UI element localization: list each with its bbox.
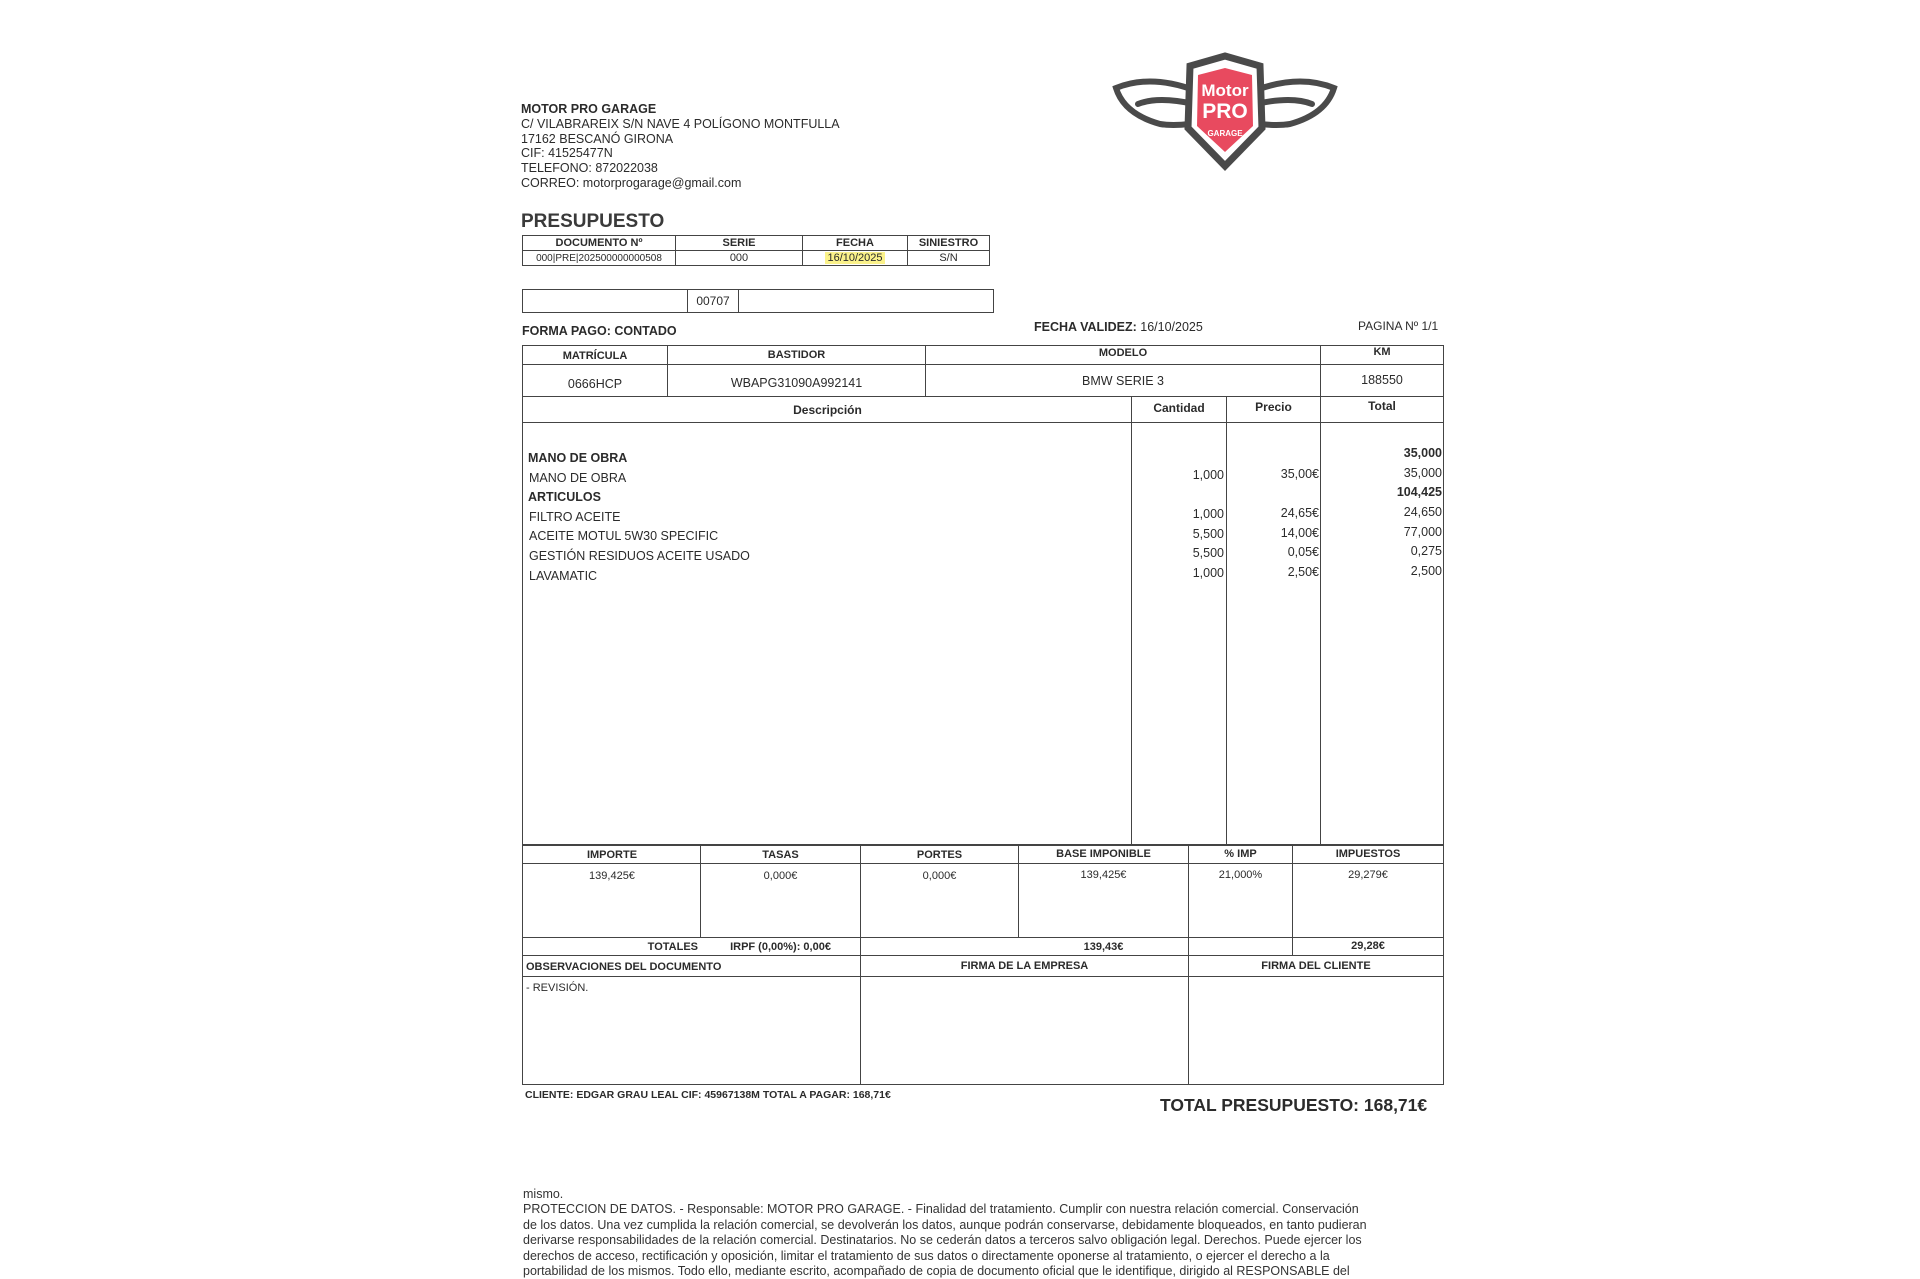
line-item-total: 77,000 (1403, 525, 1442, 539)
plate-header: MATRÍCULA (562, 350, 628, 362)
line-item-qty: 1,000 (1192, 507, 1224, 521)
document-info-table (522, 235, 990, 266)
tasas-value: 0,000€ (763, 870, 798, 882)
percent-imp-value: 21,000% (1218, 869, 1263, 881)
company-info (521, 102, 840, 191)
logo-line3: GARAGE (1207, 129, 1243, 138)
doc-number: 000|PRE|202500000000508 (523, 251, 676, 266)
km-value: 188550 (1361, 373, 1403, 387)
doc-number-header: DOCUMENTO Nº (523, 236, 676, 251)
line-item-qty: 5,500 (1192, 546, 1224, 560)
company-phone: TELEFONO: 872022038 (521, 161, 658, 176)
privacy-line: derechos de acceso, rectificación y oposición, limitar el tratamiento de sus datos o directamente oponerse al tratamiento, o ejercer el derecho a la (523, 1248, 1330, 1263)
irpf-value: IRPF (0,00%): 0,00€ (730, 941, 831, 953)
company-signature-label: FIRMA DE LA EMPRESA (960, 960, 1089, 972)
quantity-header: Cantidad (1153, 401, 1205, 415)
portes-value: 0,000€ (922, 870, 957, 882)
doc-serie-header: SERIE (676, 236, 803, 251)
company-email: CORREO: motorprogarage@gmail.com (521, 175, 742, 190)
base-total: 139,43€ (1083, 941, 1124, 953)
base-imponible-header: BASE IMPONIBLE (1056, 848, 1151, 860)
line-item-desc: ACEITE MOTUL 5W30 SPECIFIC (529, 529, 719, 543)
line-item-price: 24,65€ (1280, 506, 1319, 520)
line-item-qty: 1,000 (1192, 468, 1224, 482)
chassis-value: WBAPG31090A992141 (730, 376, 863, 390)
plate-value: 0666HCP (567, 377, 623, 391)
main-table-frame (522, 345, 1444, 846)
doc-serie: 000 (676, 251, 803, 266)
page-number: PAGINA Nº 1/1 (1358, 319, 1439, 333)
company-address: C/ VILABRAREIX S/N NAVE 4 POLÍGONO MONTFULLA (521, 116, 840, 131)
line-item-total: 0,275 (1410, 544, 1442, 558)
reference-number: 00707 (696, 294, 730, 308)
privacy-line: mismo. (523, 1187, 564, 1201)
line-item-total: 35,000 (1403, 466, 1442, 480)
line-item-desc: FILTRO ACEITE (529, 510, 621, 524)
tax-total: 29,28€ (1351, 940, 1385, 952)
line-item-total: 2,500 (1410, 564, 1442, 578)
impuestos-header: IMPUESTOS (1335, 848, 1401, 860)
company-cif: CIF: 41525477N (521, 146, 613, 161)
line-item-total: 24,650 (1403, 505, 1442, 519)
company-city: 17162 BESCANÓ GIRONA (521, 131, 674, 146)
observations-text: - REVISIÓN. (526, 982, 589, 994)
line-item-desc: MANO DE OBRA (529, 471, 627, 485)
base-imponible-value: 139,425€ (1080, 869, 1127, 881)
tasas-header: TASAS (762, 849, 799, 861)
doc-date: 16/10/2025 (827, 252, 883, 264)
line-item-price: 35,00€ (1280, 467, 1319, 481)
total-budget: TOTAL PRESUPUESTO: 168,71€ (1160, 1095, 1428, 1115)
reference-box (522, 289, 994, 313)
importe-value: 139,425€ (589, 870, 635, 882)
line-item-qty: 5,500 (1192, 527, 1224, 541)
portes-header: PORTES (916, 849, 963, 861)
line-item-desc: GESTIÓN RESIDUOS ACEITE USADO (529, 549, 750, 563)
line-item-price: 0,05€ (1287, 545, 1319, 559)
company-name: MOTOR PRO GARAGE (521, 102, 657, 116)
privacy-line: derivarse responsabilidades de la relación comercial. Destinatarios. No se cederán datos a terceros salvo obligación legal. Derechos. Puede ejercer los (523, 1233, 1362, 1248)
observations-label: OBSERVACIONES DEL DOCUMENTO (526, 961, 722, 973)
line-item-qty: 1,000 (1192, 566, 1224, 580)
line-item-desc: LAVAMATIC (529, 569, 598, 583)
payment-method: FORMA PAGO: CONTADO (522, 324, 677, 338)
line-item-price: 14,00€ (1280, 526, 1319, 540)
line-item-price: 2,50€ (1287, 565, 1319, 579)
motor-pro-logo (1110, 52, 1340, 176)
client-signature-label: FIRMA DEL CLIENTE (1261, 960, 1371, 972)
totals-label: TOTALES (647, 941, 698, 953)
model-value: BMW SERIE 3 (1082, 374, 1164, 388)
km-header: KM (1373, 346, 1391, 358)
signatures-frame (522, 955, 1444, 1085)
percent-imp-header: % IMP (1224, 848, 1257, 860)
line-item-total: 104,425 (1396, 485, 1442, 499)
chassis-header: BASTIDOR (767, 349, 826, 361)
document-title: PRESUPUESTO (521, 211, 665, 232)
logo-line1: Motor (1201, 81, 1249, 100)
privacy-line: portabilidad de los mismos. Todo ello, mediante escrito, acompañado de copia de documento oficial que le identifique, dirigido al RESPONSABLE del (523, 1264, 1350, 1279)
line-item-desc: MANO DE OBRA (528, 451, 628, 465)
privacy-notice (523, 1187, 1367, 1279)
validity-label: FECHA VALIDEZ: (1034, 320, 1137, 334)
total-header: Total (1368, 399, 1396, 413)
doc-date-header: FECHA (803, 236, 908, 251)
price-header: Precio (1255, 400, 1292, 414)
description-header: Descripción (793, 403, 862, 417)
impuestos-value: 29,279€ (1348, 869, 1388, 881)
model-header: MODELO (1098, 347, 1148, 359)
validity-value: 16/10/2025 (1140, 320, 1203, 334)
line-item-total: 35,000 (1403, 446, 1442, 460)
privacy-line: PROTECCION DE DATOS. - Responsable: MOTOR PRO GARAGE. - Finalidad del tratamiento. Cumplir con nuestra relación comercial. Conservación (523, 1202, 1359, 1217)
doc-siniestro-header: SINIESTRO (908, 236, 990, 251)
doc-siniestro: S/N (908, 251, 990, 266)
importe-header: IMPORTE (586, 849, 638, 861)
logo-line2: PRO (1202, 100, 1248, 123)
privacy-line: de los datos. Una vez cumplida la relación comercial, se devolverán los datos, aunque podrán conservarse, debidamente bloqueados, en tanto pudieran (523, 1217, 1367, 1232)
validity-date (1034, 320, 1203, 334)
line-item-desc: ARTICULOS (528, 490, 601, 504)
client-summary: CLIENTE: EDGAR GRAU LEAL CIF: 45967138M TOTAL A PAGAR: 168,71€ (525, 1089, 891, 1101)
